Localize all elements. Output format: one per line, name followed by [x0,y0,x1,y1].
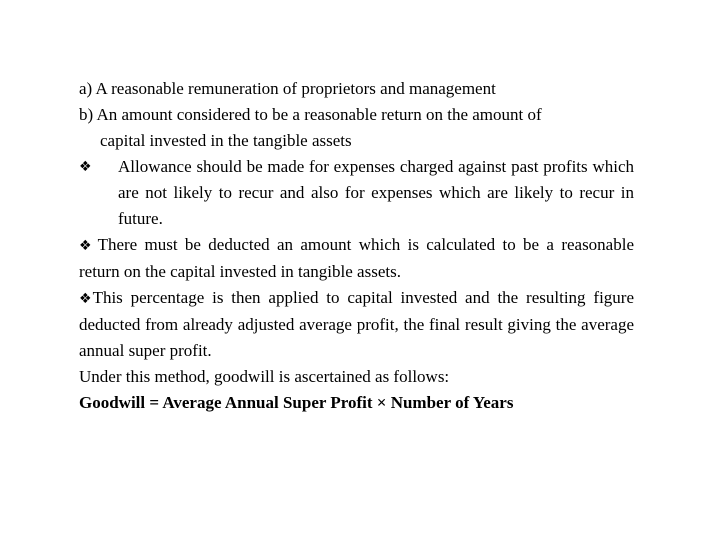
bullet-item-2 [79,232,634,285]
item-b-line-1: b) An amount considered to be a reasonable return on the amount of [79,105,542,124]
bullet-item-1 [79,154,634,232]
diamond-bullet-icon: ❖ [79,238,92,254]
method-intro: Under this method, goodwill is ascertained as follows: [79,367,450,386]
bullet-item-1-text: Allowance should be made for expenses charged against past profits which are not likely to recur and also for expenses which are likely to recur in future. [118,157,634,228]
slide-body [79,76,634,416]
item-a: a) A reasonable remuneration of proprietors and management [79,79,496,98]
goodwill-formula: Goodwill = Average Annual Super Profit × Number of Years [79,393,514,412]
diamond-bullet-icon: ❖ [79,159,92,175]
diamond-bullet-icon: ❖ [79,291,92,307]
bullet-item-2-text: There must be deducted an amount which is calculated to be a reasonable return on the capital invested in tangible assets. [79,235,634,281]
bullet-item-3 [79,285,634,364]
item-b-line-2: capital invested in the tangible assets [100,131,352,150]
bullet-item-3-text: This percentage is then applied to capital invested and the resulting figure deducted from already adjusted average profit, the final result giving the average annual super profit. [79,288,634,360]
